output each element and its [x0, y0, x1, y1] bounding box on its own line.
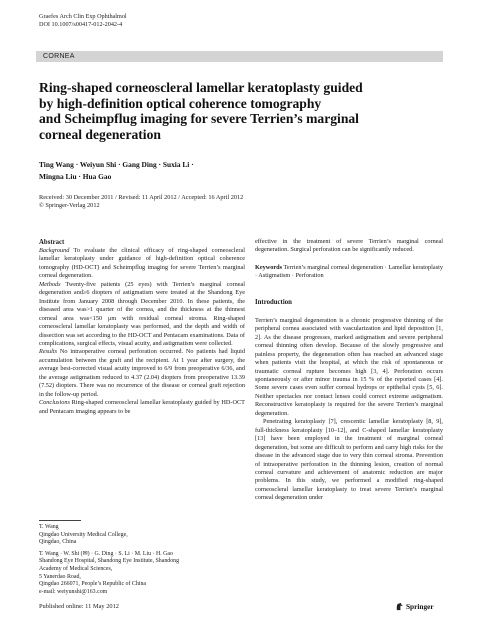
affiliation-line: 5 Yanerdao Road, [39, 573, 81, 580]
journal-header [39, 13, 127, 29]
introduction-para2: Penetrating keratoplasty [7], crescentic lamellar keratoplasty [8, 9], full-thickness keratoplasty [10–12], and C-shaped lamellar keratoplasty [13] have been employed in the treatment of marginal corneal degeneration, but some are difficult to perform and carry high risks for the disease in the advanced stage due to very thin corneal stroma. Prevention of intraoperative perforation in the thinning lesion, creation of normal corneal curvature and achievement of anatomic reduction are major problems. In this study, we performed a modified ring-shaped corneoscleral lamellar keratoplasty to treat severe Terrien’s marginal corneal degeneration under [255, 418, 443, 502]
author-list [39, 159, 194, 183]
right-column [255, 238, 443, 503]
keywords-label: Keywords [255, 263, 283, 271]
authors-line: Mingna Liu · Hua Gao [39, 172, 112, 181]
affiliation-line: T. Wang · W. Shi (✉) · G. Ding · S. Li · M. Liu · H. Gao [39, 550, 173, 557]
affiliation-line: Qingdao, China [39, 539, 77, 546]
footnote-rule [39, 520, 81, 521]
keywords-text: Terrien’s marginal corneal degeneration · Lamellar keratoplasty · Astigmatism · Perforation [255, 263, 443, 280]
section-bar [36, 51, 443, 62]
publisher-name: Springer [406, 601, 434, 611]
keywords [255, 264, 443, 281]
title-line: and Scheimpflug imaging for severe Terrien’s marginal [39, 111, 359, 126]
introduction-para1: Terrien’s marginal degeneration is a chronic progressive thinning of the peripheral cornea associated with vascularization and lipid deposition [1, 2]. As the disease progresses, marked astigmatism and severe peripheral corneal thinning often develop. Because of the slowly progressive and painless property, the degeneration often has reached an advanced stage when patients visit the hospital, at which the risk of spontaneous or traumatic corneal rupture becomes high [3, 4]. Perforation occurs spontaneously or after minor trauma in 15 % of the reported cases [4]. Some severe cases even suffer corneal hydrops or epithelial cysts [5, 6]. Neither spectacles nor contact lenses could correct extreme astigmatism. Reconstructive keratoplasty is required for the severe Terrien’s marginal degeneration. [255, 316, 443, 417]
history-dates: Received: 30 December 2011 / Revised: 11 April 2012 / Accepted: 16 April 2012 [39, 194, 244, 201]
affiliation-line: Qingdao University Medical College, [39, 531, 128, 538]
section-label: CORNEA [43, 53, 75, 60]
results-text: No intraoperative corneal perforation occurred. No patients had liquid accumulation between the graft and the recipient. At 1 year after surgery, the average best-corrected visual acuity improved to 6/9 from preoperative 6/36, and the average astigmatism reduced to 4.37 (2.04) diopters from preoperative 13.39 (7.52) diopters. There was no recurrence of the disease or corneal graft rejection in the follow-up period. [39, 348, 245, 398]
conclusions-label: Conclusions [39, 399, 70, 407]
affiliation-email[interactable]: e-mail: weiyunshi@163.com [39, 588, 108, 595]
background-label: Background [39, 247, 70, 254]
title-line: Ring-shaped corneoscleral lamellar keratoplasty guided [39, 80, 363, 95]
title-line: corneal degeneration [39, 126, 161, 142]
methods-text: Twenty-five patients (25 eyes) with Terrien’s marginal corneal degeneration and≥6 diopters of astigmatism were treated at the Shandong Eye Institute from January 2008 through December 2010. In these patients, the diseased area was>1 quarter of the cornea, and the thickness at the thinnest corneal area was<150 μm with residual corneal stroma. Ring-shaped corneoscleral lamellar keratoplasty was performed, and the depth and width of dissection was set according to the HD-OCT and Pentacam examinations. Data of complications, surgical effects, visual acuity, and astigmatism were collected. [39, 280, 245, 347]
journal-name: Graefes Arch Clin Exp Ophthalmol [39, 13, 127, 20]
published-date: Published online: 11 May 2012 [39, 603, 119, 610]
affiliation-line: Academy of Medical Sciences, [39, 565, 113, 572]
background-text: To evaluate the clinical efficacy of ring-shaped corneoscleral lamellar keratoplasty under guidance of high-definition optical coherence tomography (HD-OCT) and Scheimpflug imaging for severe Terrien’s marginal corneal degeneration. [39, 247, 245, 280]
abstract-heading: Abstract [39, 239, 65, 246]
conclusions-text: Ring-shaped corneoscleral lamellar keratoplasty guided by HD-OCT and Pentacam imaging appears to be [39, 399, 245, 415]
abstract-background [39, 247, 245, 281]
title-line: by high-definition optical coherence tomography [39, 95, 322, 111]
article-title [39, 80, 439, 142]
abstract-conclusions [39, 399, 245, 416]
left-column [39, 238, 245, 416]
abstract-results [39, 348, 245, 399]
copyright: © Springer-Verlag 2012 [39, 202, 100, 209]
authors-line: Ting Wang · Weiyun Shi · Gang Ding · Suxia Li · [39, 160, 194, 169]
introduction-heading: Introduction [255, 298, 292, 306]
affiliation-line: Qingdao 266071, People’s Republic of China [39, 581, 147, 588]
springer-horse-icon [395, 602, 404, 611]
abstract-continued: effective in the treatment of severe Terrien’s marginal corneal degeneration. Surgical perforation can be significantly reduced. [255, 238, 443, 254]
doi: DOI 10.1007/s00417-012-2042-4 [39, 21, 123, 28]
affiliation-line: T. Wang [39, 524, 59, 530]
abstract-methods [39, 281, 245, 349]
affiliations [39, 524, 179, 596]
article-dates [39, 194, 243, 210]
publisher-logo [395, 601, 434, 611]
results-label: Results [39, 348, 58, 356]
affiliation-line: Shandong Eye Hospital, Shandong Eye Institute, Shandong [39, 558, 180, 565]
methods-label: Methods [39, 280, 61, 288]
